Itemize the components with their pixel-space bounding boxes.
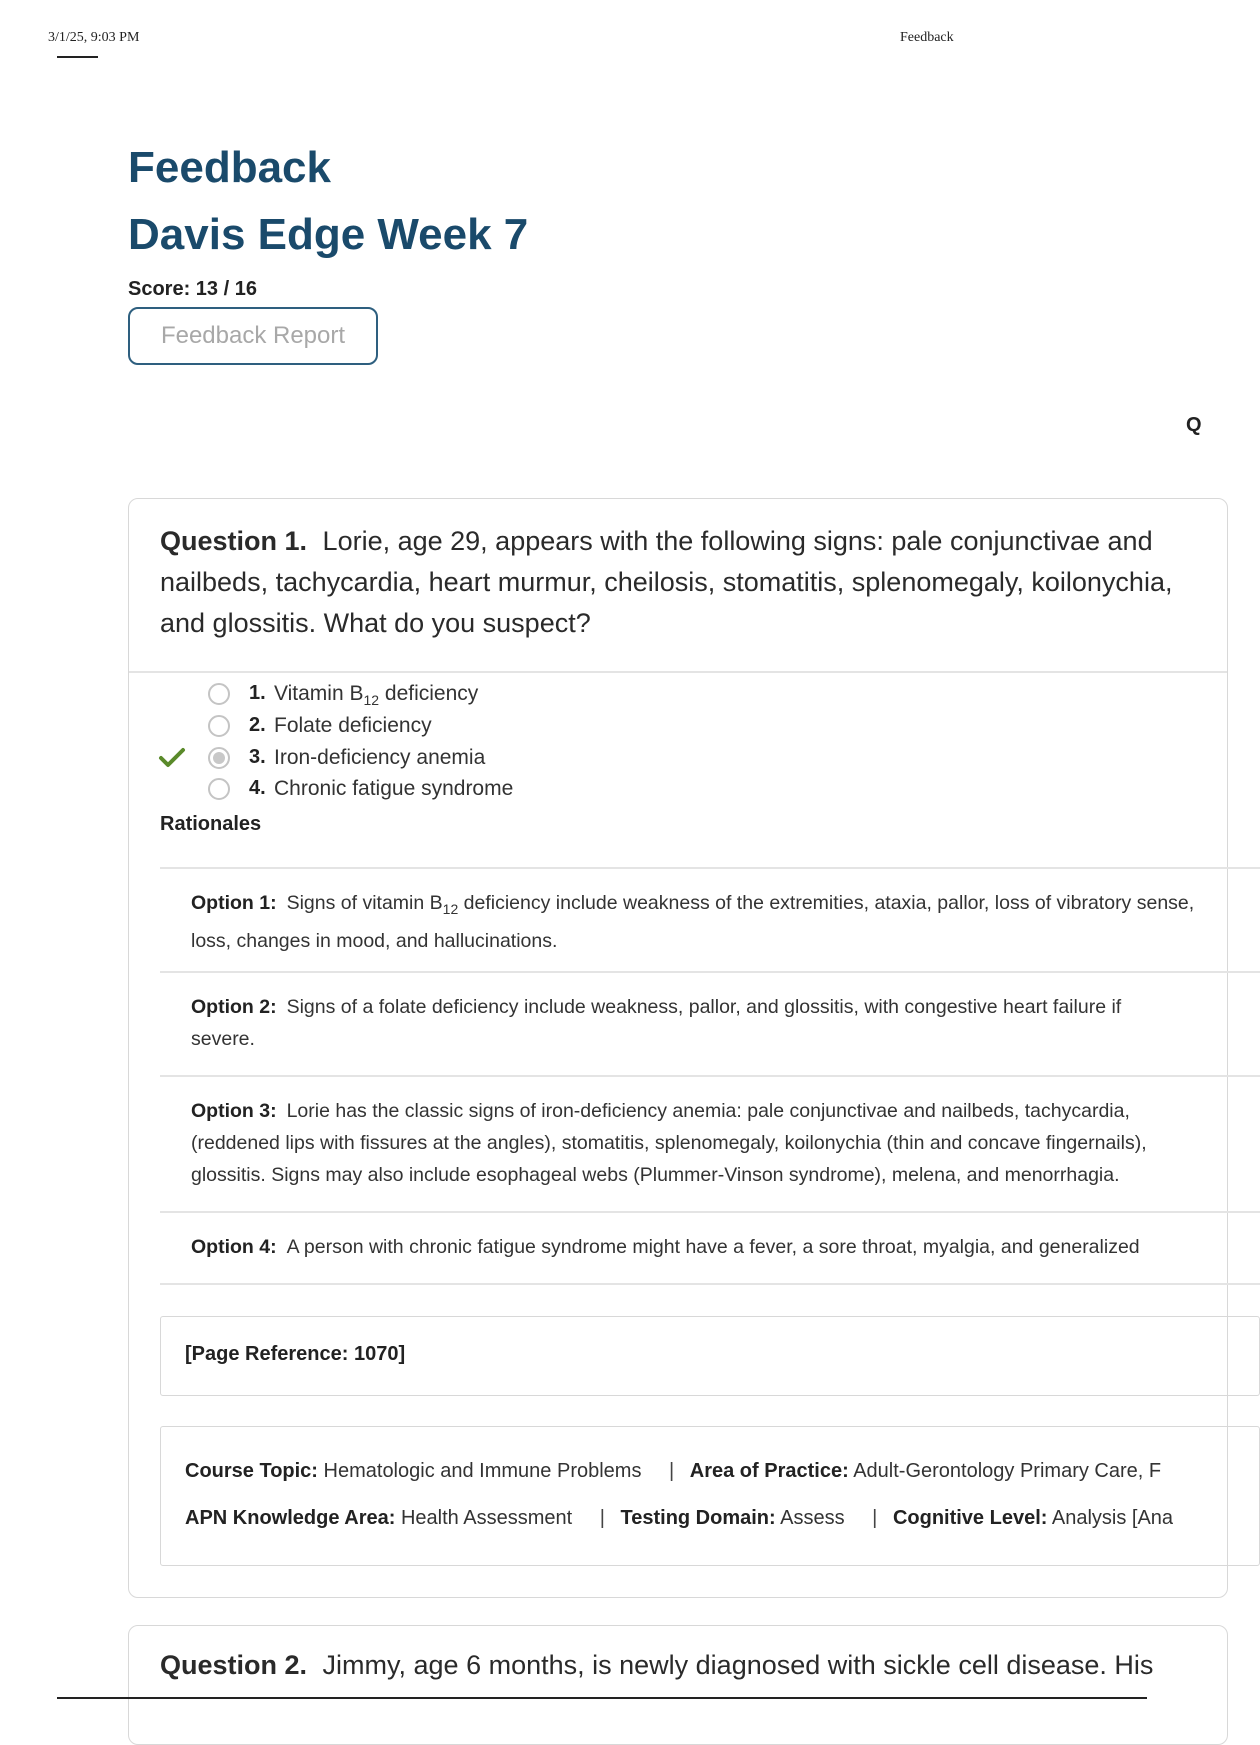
question-text	[160, 521, 1210, 644]
rationale-label: Option 3:	[191, 1100, 277, 1122]
rationale-label: Option 1:	[191, 892, 277, 914]
page-title: Feedback	[128, 143, 331, 192]
rationale-text: (reddened lips with fissures at the angles), stomatitis, splenomegaly, koilonychia (thin and concave fingernails),	[191, 1132, 1147, 1154]
rationale-item: Option 2: Signs of a folate deficiency include weakness, pallor, and glossitis, with congestive heart failure if severe.	[160, 971, 1260, 1075]
clipped-question-nav: Q	[1186, 414, 1202, 436]
rationale-text: loss, changes in mood, and hallucinations.	[191, 929, 558, 952]
option-text: Iron-deficiency anemia	[274, 746, 486, 769]
rationale-text: severe.	[191, 1028, 255, 1050]
question-card	[128, 1625, 1228, 1745]
print-datetime: 3/1/25, 9:03 PM	[48, 30, 140, 45]
option-number: 1.	[249, 682, 266, 704]
question-card	[128, 498, 1228, 1598]
rationale-text: glossitis. Signs may also include esophageal webs (Plummer-Vinson syndrome), melena, and menorrhagia.	[191, 1164, 1120, 1186]
question-text	[160, 1650, 1153, 1681]
score-label: Score: 13 / 16	[128, 278, 257, 300]
question-metadata	[160, 1426, 1260, 1566]
metadata-line: Course Topic: Hematologic and Immune Problems | Area of Practice: Adult-Gerontology Primary Care, F	[185, 1460, 1162, 1482]
question-number: Question 2.	[160, 1650, 308, 1680]
testing-domain-value: Assess	[780, 1507, 845, 1529]
radio-icon[interactable]	[208, 778, 230, 800]
cognitive-level-label: Cognitive Level:	[892, 1507, 1048, 1529]
rationales-heading: Rationales	[160, 813, 262, 835]
answer-option[interactable]	[129, 679, 1227, 711]
option-text: Vitamin $B_{12}$ deficiency	[274, 682, 479, 709]
print-doc-title: Feedback	[900, 30, 954, 45]
rationale-item: Option 3: Lorie has the classic signs of iron-deficiency anemia: pale conjunctivae and nailbeds, tachycardia, (reddened lips with fissures at the angles), stomatitis, splenomegaly, koilonychia (thin and concave fingernails), glossitis. Signs may also include esophageal webs (Plummer-Vinson syndrome), melena, and menorrhagia.	[160, 1075, 1260, 1211]
question-stem: Lorie, age 29, appears with the following signs: pale conjunctivae and nailbeds, tachycardia, heart murmur, cheilosis, stomatitis, splenomegaly, koilonychia, and glossitis. What do you suspect?	[160, 526, 1173, 638]
answer-option[interactable]	[129, 711, 1227, 743]
option-text: Folate deficiency	[274, 714, 432, 737]
course-topic-label: Course Topic:	[185, 1460, 318, 1482]
testing-domain-label: Testing Domain:	[620, 1507, 776, 1529]
radio-icon[interactable]	[208, 715, 230, 737]
question-number: Question 1.	[160, 526, 308, 556]
cognitive-level-value: Analysis [Ana	[1051, 1507, 1174, 1529]
quiz-title: Davis Edge Week 7	[128, 210, 529, 259]
answer-option-correct[interactable]	[129, 743, 1227, 775]
check-icon	[159, 747, 185, 769]
answer-option[interactable]	[129, 774, 1227, 806]
radio-icon-selected[interactable]	[208, 747, 230, 769]
rationale-label: Option 2:	[191, 996, 277, 1018]
radio-icon[interactable]	[208, 683, 230, 705]
rationale-item: Option 4: A person with chronic fatigue syndrome might have a fever, a sore throat, myalgia, and generalized	[160, 1211, 1260, 1285]
feedback-report-button[interactable]: Feedback Report	[128, 307, 378, 365]
area-of-practice-label: Area of Practice:	[689, 1460, 849, 1482]
print-header	[48, 30, 1200, 50]
footer-divider	[57, 1697, 1147, 1699]
course-topic-value: Hematologic and Immune Problems	[323, 1460, 642, 1482]
option-number: 2.	[249, 714, 266, 736]
page-reference: [Page Reference: 1070]	[185, 1343, 406, 1365]
page-reference-box	[160, 1316, 1260, 1396]
area-of-practice-value: Adult-Gerontology Primary Care, F	[853, 1460, 1162, 1482]
rationale-label: Option 4:	[191, 1236, 277, 1258]
metadata-line: APN Knowledge Area: Health Assessment | Testing Domain: Assess | Cognitive Level: Analysis [Ana	[185, 1507, 1174, 1529]
header-divider	[57, 56, 98, 58]
question-stem: Jimmy, age 6 months, is newly diagnosed with sickle cell disease. His	[322, 1650, 1154, 1680]
rationale-item: Option 1: Signs of vitamin $B_{12}$ deficiency include weakness of the extremities, ataxia, pallor, loss of vibratory sense, loss, changes in mood, and hallucinations.	[160, 867, 1260, 971]
knowledge-area-value: Health Assessment	[400, 1507, 573, 1529]
option-number: 3.	[249, 746, 266, 768]
option-text: Chronic fatigue syndrome	[274, 777, 514, 800]
question-header	[129, 499, 1227, 673]
knowledge-area-label: APN Knowledge Area:	[185, 1507, 396, 1529]
option-number: 4.	[249, 777, 266, 799]
